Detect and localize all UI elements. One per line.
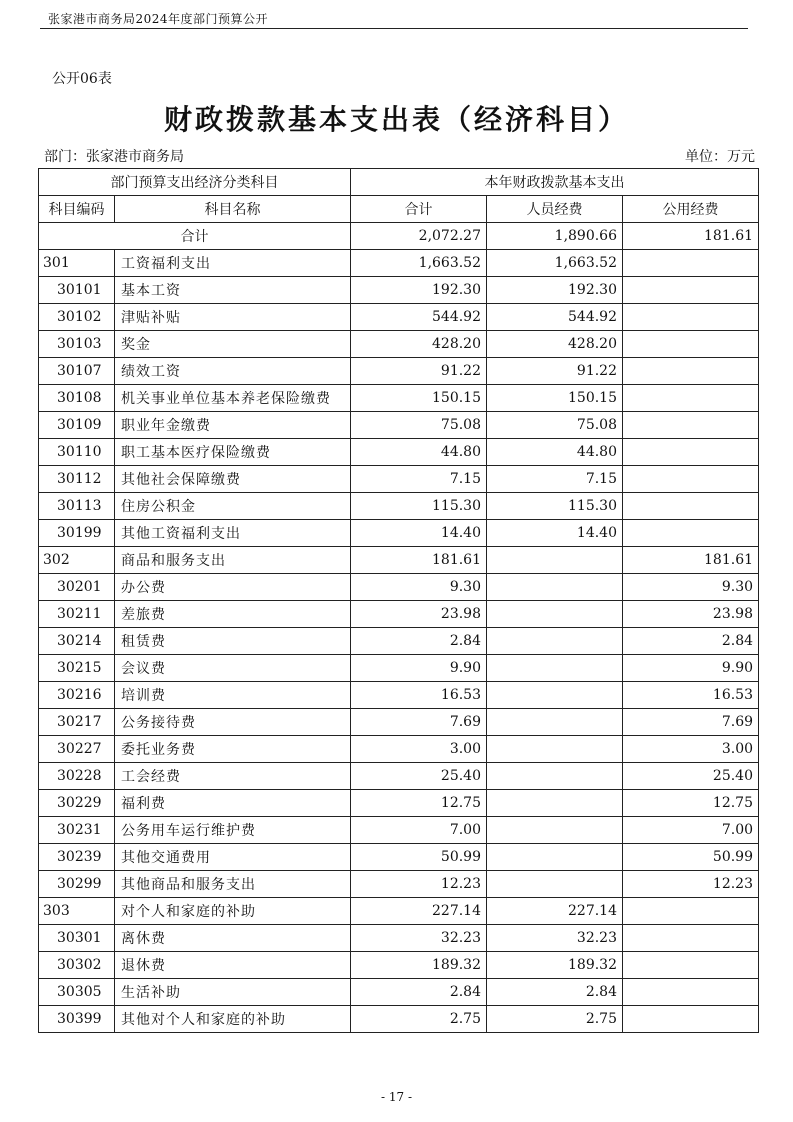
row-name: 离休费 [115, 925, 351, 952]
row-code: 30112 [39, 466, 115, 493]
row-public [623, 898, 759, 925]
page-number: - 17 - [380, 1090, 412, 1104]
table-row [39, 709, 759, 736]
row-personnel: 227.14 [487, 898, 623, 925]
row-code: 30216 [39, 682, 115, 709]
table-row [39, 385, 759, 412]
row-personnel: 2.84 [487, 979, 623, 1006]
row-public [623, 952, 759, 979]
total-row [39, 223, 759, 250]
row-personnel: 189.32 [487, 952, 623, 979]
row-personnel: 75.08 [487, 412, 623, 439]
table-row [39, 466, 759, 493]
row-public [623, 520, 759, 547]
row-total: 2.84 [351, 979, 487, 1006]
total-label: 合计 [39, 223, 351, 250]
header-rule [40, 28, 748, 29]
row-code: 30239 [39, 844, 115, 871]
row-code: 30108 [39, 385, 115, 412]
row-code: 30113 [39, 493, 115, 520]
row-total: 9.30 [351, 574, 487, 601]
table-row [39, 736, 759, 763]
row-public: 3.00 [623, 736, 759, 763]
row-public [623, 493, 759, 520]
row-public: 9.90 [623, 655, 759, 682]
unit-label: 单位：万元 [685, 149, 755, 165]
row-personnel [487, 790, 623, 817]
row-public [623, 277, 759, 304]
row-name: 生活补助 [115, 979, 351, 1006]
row-name: 奖金 [115, 331, 351, 358]
row-public [623, 331, 759, 358]
row-total: 7.00 [351, 817, 487, 844]
column-header-personnel: 人员经费 [487, 196, 623, 223]
row-name: 职业年金缴费 [115, 412, 351, 439]
row-total: 2.75 [351, 1006, 487, 1033]
row-personnel [487, 763, 623, 790]
row-personnel: 115.30 [487, 493, 623, 520]
row-code: 30211 [39, 601, 115, 628]
row-personnel [487, 682, 623, 709]
row-name: 租赁费 [115, 628, 351, 655]
row-public [623, 979, 759, 1006]
row-code: 30214 [39, 628, 115, 655]
row-name: 退休费 [115, 952, 351, 979]
row-total: 150.15 [351, 385, 487, 412]
table-row [39, 817, 759, 844]
row-code: 30301 [39, 925, 115, 952]
row-personnel: 32.23 [487, 925, 623, 952]
row-name: 会议费 [115, 655, 351, 682]
row-total: 16.53 [351, 682, 487, 709]
row-personnel [487, 736, 623, 763]
table-row [39, 493, 759, 520]
row-code: 302 [39, 547, 115, 574]
table-row [39, 655, 759, 682]
row-total: 3.00 [351, 736, 487, 763]
row-code: 30102 [39, 304, 115, 331]
row-name: 差旅费 [115, 601, 351, 628]
row-personnel [487, 844, 623, 871]
row-total: 544.92 [351, 304, 487, 331]
row-public [623, 1006, 759, 1033]
row-name: 住房公积金 [115, 493, 351, 520]
table-row [39, 952, 759, 979]
column-header-public: 公用经费 [623, 196, 759, 223]
row-code: 30299 [39, 871, 115, 898]
row-personnel [487, 628, 623, 655]
row-code: 30103 [39, 331, 115, 358]
row-name: 福利费 [115, 790, 351, 817]
row-name: 工会经费 [115, 763, 351, 790]
table-row [39, 763, 759, 790]
table-row [39, 844, 759, 871]
table-number: 公开06表 [52, 71, 112, 87]
table-row [39, 304, 759, 331]
row-public: 9.30 [623, 574, 759, 601]
row-public: 16.53 [623, 682, 759, 709]
row-personnel: 2.75 [487, 1006, 623, 1033]
row-name: 委托业务费 [115, 736, 351, 763]
table-row [39, 574, 759, 601]
row-total: 227.14 [351, 898, 487, 925]
row-public [623, 385, 759, 412]
header-row-columns [39, 196, 759, 223]
total-public: 181.61 [623, 223, 759, 250]
row-total: 25.40 [351, 763, 487, 790]
row-name: 其他工资福利支出 [115, 520, 351, 547]
row-public [623, 304, 759, 331]
column-group-basic-expenditure: 本年财政拨款基本支出 [351, 169, 759, 196]
row-name: 津贴补贴 [115, 304, 351, 331]
row-code: 30302 [39, 952, 115, 979]
table-row [39, 628, 759, 655]
row-total: 12.75 [351, 790, 487, 817]
row-personnel: 44.80 [487, 439, 623, 466]
table-row [39, 790, 759, 817]
row-code: 30107 [39, 358, 115, 385]
row-name: 职工基本医疗保险缴费 [115, 439, 351, 466]
row-code: 30217 [39, 709, 115, 736]
row-code: 30399 [39, 1006, 115, 1033]
table-body [39, 223, 759, 1033]
row-code: 30109 [39, 412, 115, 439]
table-row [39, 682, 759, 709]
table-row [39, 520, 759, 547]
row-total: 23.98 [351, 601, 487, 628]
row-public: 7.69 [623, 709, 759, 736]
table-row [39, 979, 759, 1006]
column-group-classification: 部门预算支出经济分类科目 [39, 169, 351, 196]
department-label: 部门：张家港市商务局 [44, 149, 184, 165]
row-public: 7.00 [623, 817, 759, 844]
row-name: 办公费 [115, 574, 351, 601]
running-header: 张家港市商务局2024年度部门预算公开 [48, 12, 269, 26]
row-code: 30201 [39, 574, 115, 601]
row-total: 1,663.52 [351, 250, 487, 277]
row-total: 44.80 [351, 439, 487, 466]
row-personnel [487, 655, 623, 682]
row-code: 30227 [39, 736, 115, 763]
row-personnel: 192.30 [487, 277, 623, 304]
row-name: 公务接待费 [115, 709, 351, 736]
row-personnel [487, 817, 623, 844]
row-public: 181.61 [623, 547, 759, 574]
row-total: 50.99 [351, 844, 487, 871]
row-code: 30110 [39, 439, 115, 466]
row-code: 30101 [39, 277, 115, 304]
row-code: 30231 [39, 817, 115, 844]
page-title: 财政拨款基本支出表（经济科目） [163, 103, 629, 136]
row-public [623, 412, 759, 439]
table-row [39, 358, 759, 385]
row-total: 189.32 [351, 952, 487, 979]
row-public [623, 358, 759, 385]
row-total: 32.23 [351, 925, 487, 952]
table-row [39, 925, 759, 952]
column-header-name: 科目名称 [115, 196, 351, 223]
table-row [39, 331, 759, 358]
column-header-total: 合计 [351, 196, 487, 223]
row-total: 7.69 [351, 709, 487, 736]
row-code: 301 [39, 250, 115, 277]
row-name: 其他交通费用 [115, 844, 351, 871]
row-total: 192.30 [351, 277, 487, 304]
row-name: 商品和服务支出 [115, 547, 351, 574]
row-code: 30228 [39, 763, 115, 790]
header-row-group [39, 169, 759, 196]
row-total: 14.40 [351, 520, 487, 547]
row-public: 23.98 [623, 601, 759, 628]
row-total: 181.61 [351, 547, 487, 574]
row-name: 机关事业单位基本养老保险缴费 [115, 385, 351, 412]
table-row [39, 898, 759, 925]
row-personnel [487, 574, 623, 601]
row-personnel [487, 547, 623, 574]
row-name: 工资福利支出 [115, 250, 351, 277]
row-public [623, 250, 759, 277]
row-name: 公务用车运行维护费 [115, 817, 351, 844]
table-row [39, 601, 759, 628]
row-total: 9.90 [351, 655, 487, 682]
row-total: 2.84 [351, 628, 487, 655]
row-total: 428.20 [351, 331, 487, 358]
table-row [39, 250, 759, 277]
row-name: 对个人和家庭的补助 [115, 898, 351, 925]
row-public: 12.75 [623, 790, 759, 817]
row-total: 115.30 [351, 493, 487, 520]
row-name: 其他商品和服务支出 [115, 871, 351, 898]
row-public [623, 439, 759, 466]
row-personnel: 544.92 [487, 304, 623, 331]
table-row [39, 871, 759, 898]
row-public [623, 925, 759, 952]
row-personnel: 14.40 [487, 520, 623, 547]
row-public [623, 466, 759, 493]
row-total: 75.08 [351, 412, 487, 439]
column-header-code: 科目编码 [39, 196, 115, 223]
row-personnel: 1,663.52 [487, 250, 623, 277]
row-public: 2.84 [623, 628, 759, 655]
row-code: 303 [39, 898, 115, 925]
row-personnel [487, 871, 623, 898]
total-amount: 2,072.27 [351, 223, 487, 250]
row-total: 12.23 [351, 871, 487, 898]
row-code: 30305 [39, 979, 115, 1006]
row-code: 30229 [39, 790, 115, 817]
table-row [39, 412, 759, 439]
row-total: 7.15 [351, 466, 487, 493]
row-name: 其他对个人和家庭的补助 [115, 1006, 351, 1033]
row-public: 50.99 [623, 844, 759, 871]
row-personnel: 7.15 [487, 466, 623, 493]
row-public: 12.23 [623, 871, 759, 898]
table-row [39, 547, 759, 574]
row-name: 基本工资 [115, 277, 351, 304]
row-personnel: 91.22 [487, 358, 623, 385]
row-personnel [487, 709, 623, 736]
row-code: 30215 [39, 655, 115, 682]
total-personnel: 1,890.66 [487, 223, 623, 250]
row-name: 培训费 [115, 682, 351, 709]
row-personnel [487, 601, 623, 628]
row-public: 25.40 [623, 763, 759, 790]
row-personnel: 150.15 [487, 385, 623, 412]
row-name: 其他社会保障缴费 [115, 466, 351, 493]
table-row [39, 277, 759, 304]
table-row [39, 439, 759, 466]
row-total: 91.22 [351, 358, 487, 385]
row-code: 30199 [39, 520, 115, 547]
row-personnel: 428.20 [487, 331, 623, 358]
row-name: 绩效工资 [115, 358, 351, 385]
budget-table [38, 168, 759, 1033]
table-row [39, 1006, 759, 1033]
